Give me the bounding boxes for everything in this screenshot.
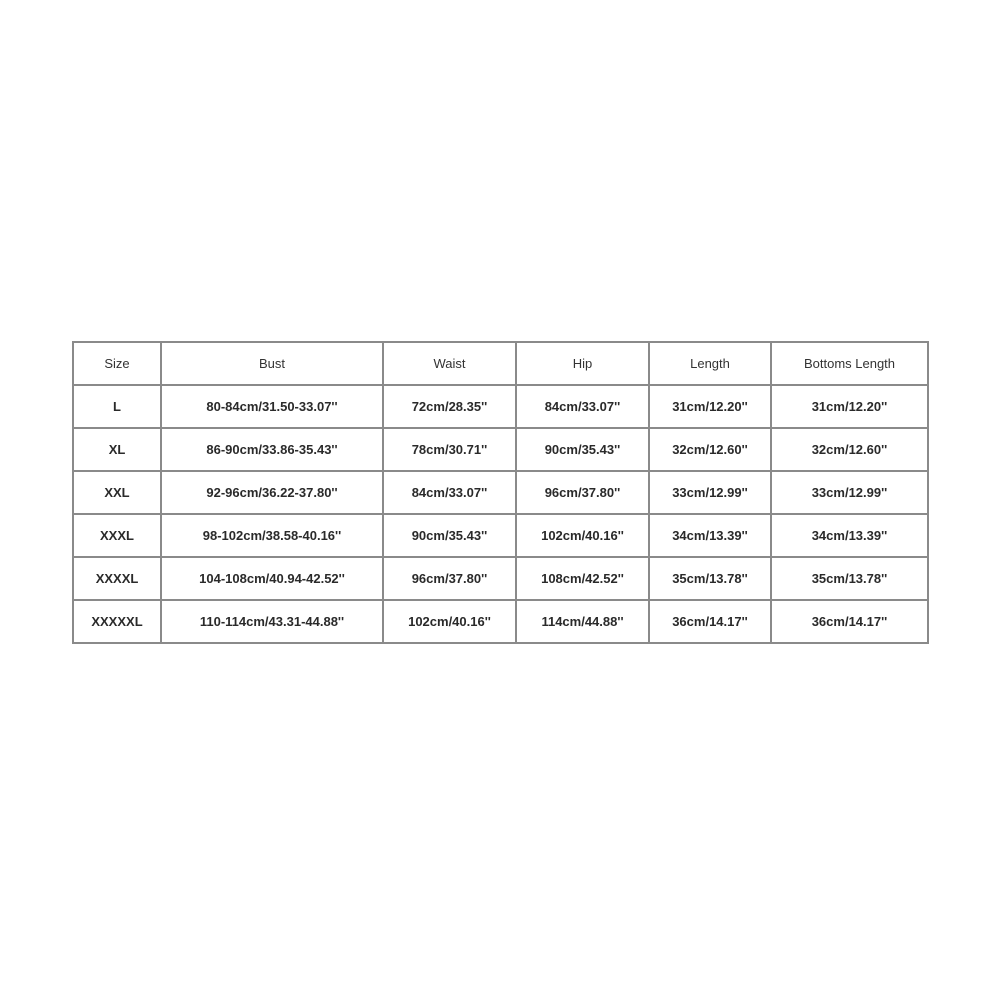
table-row: [73, 600, 928, 643]
cell-bust: 104-108cm/40.94-42.52'': [161, 557, 383, 600]
cell-length: 36cm/14.17'': [649, 600, 771, 643]
header-waist: Waist: [383, 342, 516, 385]
cell-hip: 102cm/40.16'': [516, 514, 649, 557]
cell-waist: 84cm/33.07'': [383, 471, 516, 514]
cell-length: 31cm/12.20'': [649, 385, 771, 428]
cell-size: XXXXL: [73, 557, 161, 600]
cell-waist: 102cm/40.16'': [383, 600, 516, 643]
cell-size: XXXL: [73, 514, 161, 557]
cell-hip: 90cm/35.43'': [516, 428, 649, 471]
cell-bust: 98-102cm/38.58-40.16'': [161, 514, 383, 557]
cell-bottoms-length: 32cm/12.60'': [771, 428, 928, 471]
cell-size: XXXXXL: [73, 600, 161, 643]
table-row: [73, 514, 928, 557]
cell-size: XL: [73, 428, 161, 471]
cell-bust: 80-84cm/31.50-33.07'': [161, 385, 383, 428]
table-row: [73, 385, 928, 428]
cell-waist: 90cm/35.43'': [383, 514, 516, 557]
table-row: [73, 557, 928, 600]
header-length: Length: [649, 342, 771, 385]
cell-hip: 84cm/33.07'': [516, 385, 649, 428]
cell-bust: 92-96cm/36.22-37.80'': [161, 471, 383, 514]
header-hip: Hip: [516, 342, 649, 385]
cell-length: 32cm/12.60'': [649, 428, 771, 471]
header-size: Size: [73, 342, 161, 385]
cell-length: 33cm/12.99'': [649, 471, 771, 514]
cell-hip: 114cm/44.88'': [516, 600, 649, 643]
cell-waist: 78cm/30.71'': [383, 428, 516, 471]
cell-waist: 72cm/28.35'': [383, 385, 516, 428]
header-bust: Bust: [161, 342, 383, 385]
table-row: [73, 428, 928, 471]
cell-hip: 96cm/37.80'': [516, 471, 649, 514]
cell-waist: 96cm/37.80'': [383, 557, 516, 600]
cell-bottoms-length: 36cm/14.17'': [771, 600, 928, 643]
table-header-row: [73, 342, 928, 385]
header-bottoms-length: Bottoms Length: [771, 342, 928, 385]
cell-length: 34cm/13.39'': [649, 514, 771, 557]
cell-bottoms-length: 31cm/12.20'': [771, 385, 928, 428]
table-row: [73, 471, 928, 514]
cell-bust: 86-90cm/33.86-35.43'': [161, 428, 383, 471]
cell-bottoms-length: 34cm/13.39'': [771, 514, 928, 557]
cell-bottoms-length: 33cm/12.99'': [771, 471, 928, 514]
size-chart-table: [72, 341, 929, 644]
cell-hip: 108cm/42.52'': [516, 557, 649, 600]
cell-size: L: [73, 385, 161, 428]
cell-size: XXL: [73, 471, 161, 514]
cell-bust: 110-114cm/43.31-44.88'': [161, 600, 383, 643]
cell-length: 35cm/13.78'': [649, 557, 771, 600]
cell-bottoms-length: 35cm/13.78'': [771, 557, 928, 600]
